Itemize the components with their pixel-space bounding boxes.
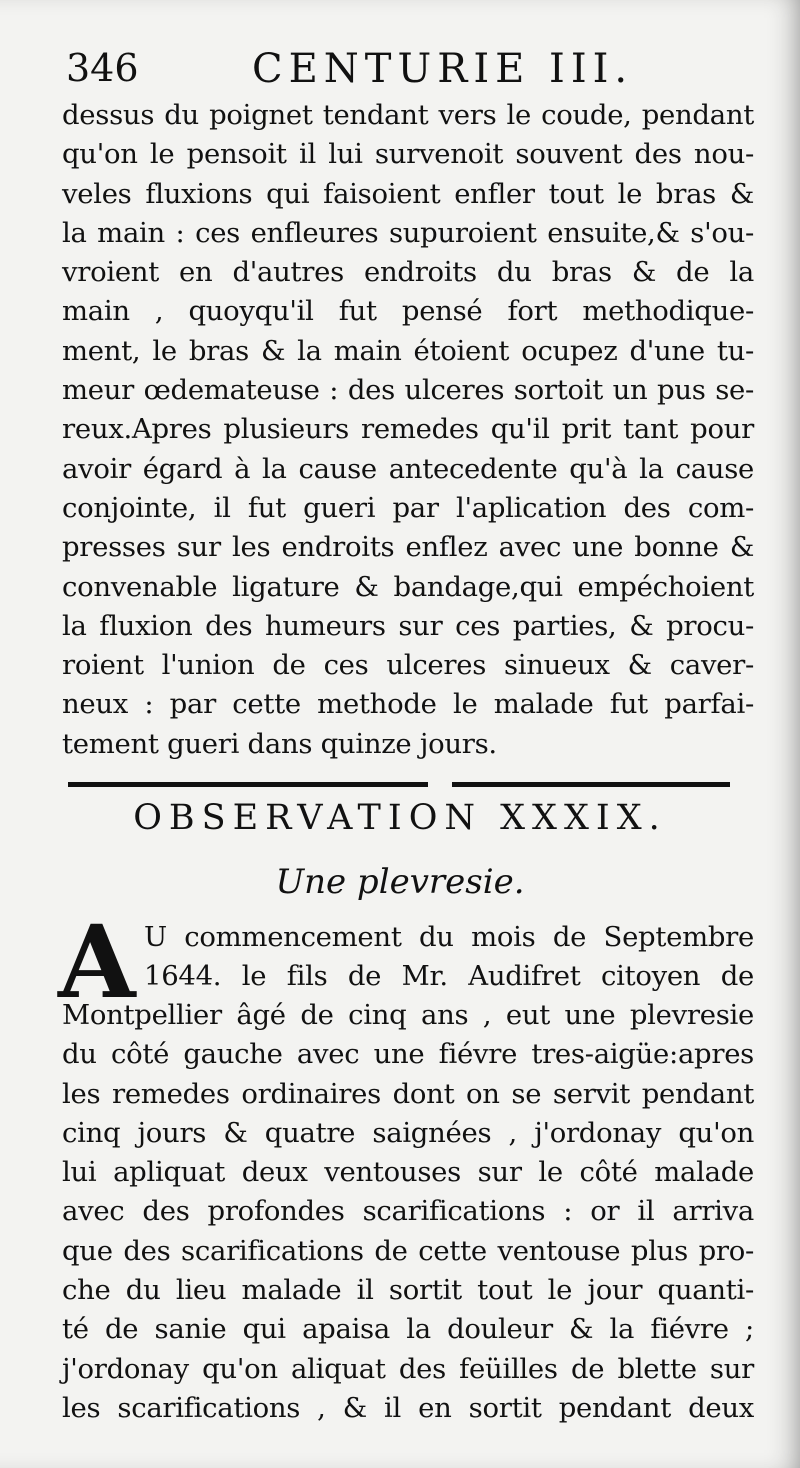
text-line: les remedes ordinaires dont on se servit pendant (62, 1077, 754, 1110)
text-line: main , quoyqu'il fut pensé fort methodique- (62, 295, 754, 328)
text-line: neux : par cette methode le malade fut parfai- (62, 688, 754, 721)
text-line: les scarifications , & il en sortit pendant deux (62, 1391, 754, 1424)
text-line: Montpellier âgé de cinq ans , eut une plevresie (62, 999, 754, 1031)
drop-cap: A (58, 903, 136, 1021)
text-line: du côté gauche avec une fiévre tres-aigüe:apres (62, 1038, 754, 1071)
text-line: ment, le bras & la main étoient ocupez d'une tu- (62, 334, 754, 367)
text-line: avec des profondes scarifications : or il arriva (62, 1195, 754, 1228)
text-line: convenable ligature & bandage,qui empéchoient (62, 570, 754, 603)
continuation-paragraph (62, 96, 754, 764)
observation-lines-beside-cap (144, 918, 754, 997)
divider-rule-left (68, 782, 428, 787)
observation-title: OBSERVATION XXXIX. (133, 798, 667, 838)
text-line: que des scarifications de cette ventouse plus pro- (62, 1234, 754, 1267)
text-line: la fluxion des humeurs sur ces parties, & procu- (62, 609, 754, 642)
text-line: presses sur les endroits enflez avec une bonne & (62, 531, 754, 564)
text-line: j'ordonay qu'on aliquat des feüilles de blette sur (62, 1352, 754, 1385)
text-line: U commencement du mois de Septembre (144, 921, 754, 953)
text-line: la main : ces enfleures supuroient ensuite,& s'ou- (62, 216, 754, 249)
observation-paragraph (62, 996, 754, 1428)
text-line: dessus du poignet tendant vers le coude, pendant (62, 99, 754, 131)
page-header (66, 46, 742, 96)
text-line: lui apliquat deux ventouses sur le côté malade (62, 1156, 754, 1189)
text-line: vroient en d'autres endroits du bras & de la (62, 256, 754, 289)
text-line: té de sanie qui apaisa la douleur & la fiévre ; (62, 1313, 754, 1346)
running-head: CENTURIE III. (252, 46, 634, 92)
text-line: conjointe, il fut gueri par l'aplication des com- (62, 491, 754, 524)
divider-rule-right (452, 782, 730, 787)
section-divider (68, 779, 730, 791)
text-line: cinq jours & quatre saignées , j'ordonay qu'on (62, 1116, 754, 1149)
text-line: roient l'union de ces ulceres sinueux & caver- (62, 649, 754, 682)
text-line: veles fluxions qui faisoient enfler tout le bras & (62, 177, 754, 210)
text-line: reux.Apres plusieurs remedes qu'il prit tant pour (62, 413, 754, 446)
text-line: 1644. le fils de Mr. Audifret citoyen de (144, 960, 754, 993)
observation-subtitle: Une plevresie. (275, 862, 525, 902)
text-line: avoir égard à la cause antecedente qu'à la cause (62, 452, 754, 485)
text-line: meur œdemateuse : des ulceres sortoit un pus se- (62, 374, 754, 407)
page-number: 346 (66, 46, 139, 90)
text-line: tement gueri dans quinze jours. (62, 727, 497, 760)
text-line: che du lieu malade il sortit tout le jour quanti- (62, 1274, 754, 1307)
text-line: qu'on le pensoit il lui survenoit souvent des nou- (62, 138, 754, 171)
